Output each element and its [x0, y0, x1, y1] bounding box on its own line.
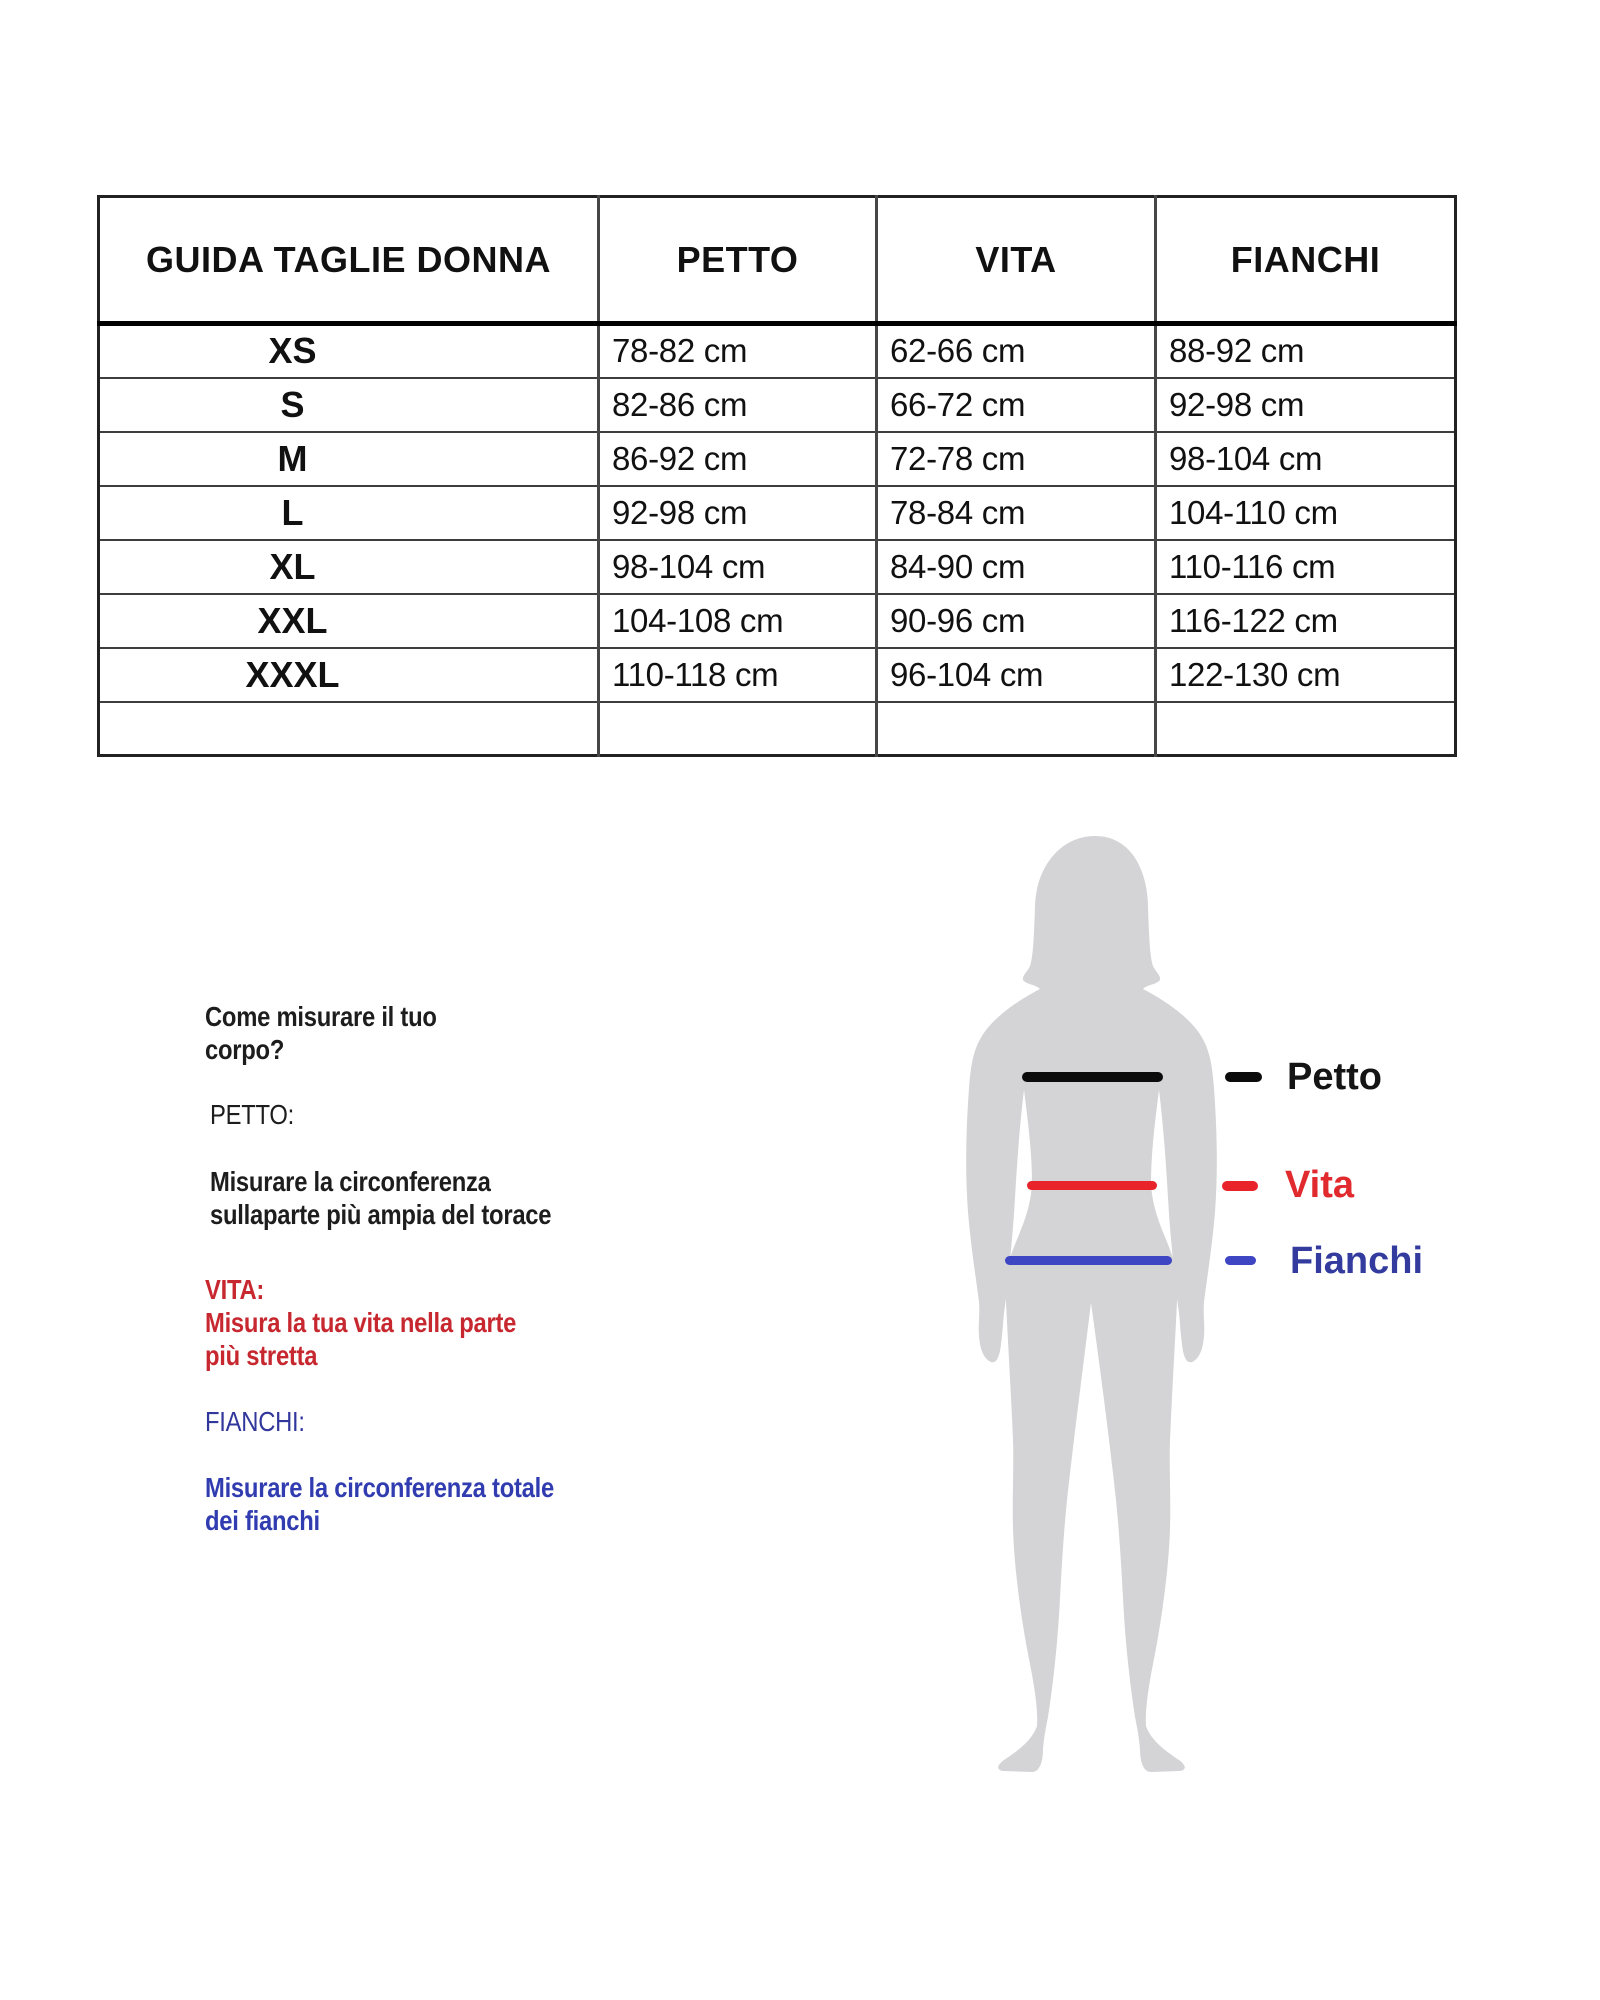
vita-value: 96-104 cm — [877, 648, 1156, 702]
fianchi-value: 104-110 cm — [1156, 486, 1456, 540]
table-row — [99, 486, 1456, 540]
vita-instruction-line-2: più stretta — [205, 1340, 318, 1371]
fianchi-value: 122-130 cm — [1156, 648, 1456, 702]
size-label: L — [99, 486, 599, 540]
petto-value: 82-86 cm — [599, 378, 877, 432]
table-header-row — [99, 197, 1456, 324]
petto-legend-label: Petto — [1287, 1056, 1382, 1098]
petto-value: 78-82 cm — [599, 324, 877, 378]
petto-instruction-line-2: sullaparte più ampia del torace — [210, 1199, 552, 1230]
table-header-title: GUIDA TAGLIE DONNA — [99, 197, 599, 324]
size-label: S — [99, 378, 599, 432]
fianchi-value: 92-98 cm — [1156, 378, 1456, 432]
table-row — [99, 594, 1456, 648]
petto-instruction — [210, 1165, 551, 1231]
size-label: XL — [99, 540, 599, 594]
petto-measure-line — [1022, 1072, 1163, 1082]
table-row — [99, 324, 1456, 378]
petto-value: 92-98 cm — [599, 486, 877, 540]
table-header-vita: VITA — [877, 197, 1156, 324]
table-row — [99, 432, 1456, 486]
fianchi-value: 98-104 cm — [1156, 432, 1456, 486]
petto-value — [599, 702, 877, 756]
table-row-empty — [99, 702, 1456, 756]
fianchi-value — [1156, 702, 1456, 756]
size-label: XXXL — [99, 648, 599, 702]
vita-value: 84-90 cm — [877, 540, 1156, 594]
petto-heading: PETTO: — [210, 1099, 294, 1130]
petto-instruction-line-1: Misurare la circonferenza — [210, 1166, 491, 1197]
fianchi-measure-line — [1005, 1256, 1172, 1265]
body-silhouette — [940, 820, 1240, 1790]
fianchi-value: 88-92 cm — [1156, 324, 1456, 378]
vita-legend-label: Vita — [1285, 1164, 1355, 1206]
table-header-petto: PETTO — [599, 197, 877, 324]
petto-value: 110-118 cm — [599, 648, 877, 702]
fianchi-legend-dash — [1225, 1256, 1256, 1265]
vita-legend-dash — [1222, 1181, 1258, 1191]
size-label — [99, 702, 599, 756]
fianchi-heading: FIANCHI: — [205, 1406, 305, 1437]
vita-measure-line — [1027, 1181, 1157, 1190]
fianchi-legend-label: Fianchi — [1290, 1240, 1424, 1282]
silhouette-shape — [966, 836, 1217, 1772]
intro-line-2: corpo? — [205, 1034, 285, 1065]
petto-legend-dash — [1225, 1072, 1262, 1082]
table-header-fianchi: FIANCHI — [1156, 197, 1456, 324]
table-row — [99, 378, 1456, 432]
vita-value: 62-66 cm — [877, 324, 1156, 378]
petto-value: 104-108 cm — [599, 594, 877, 648]
vita-value: 72-78 cm — [877, 432, 1156, 486]
vita-value: 90-96 cm — [877, 594, 1156, 648]
vita-value: 66-72 cm — [877, 378, 1156, 432]
petto-value: 86-92 cm — [599, 432, 877, 486]
intro-question — [205, 1000, 437, 1066]
petto-value: 98-104 cm — [599, 540, 877, 594]
size-label: XXL — [99, 594, 599, 648]
fianchi-instruction — [205, 1471, 554, 1537]
fianchi-value: 110-116 cm — [1156, 540, 1456, 594]
vita-value — [877, 702, 1156, 756]
vita-value: 78-84 cm — [877, 486, 1156, 540]
size-label: M — [99, 432, 599, 486]
size-guide-table — [97, 195, 1457, 757]
vita-instruction-line-1: Misura la tua vita nella parte — [205, 1307, 517, 1338]
size-label: XS — [268, 330, 317, 372]
fianchi-value: 116-122 cm — [1156, 594, 1456, 648]
table-row — [99, 540, 1456, 594]
table-row — [99, 648, 1456, 702]
intro-line-1: Come misurare il tuo — [205, 1001, 437, 1032]
fianchi-instruction-line-2: dei fianchi — [205, 1505, 320, 1536]
vita-instruction — [205, 1273, 516, 1372]
fianchi-instruction-line-1: Misurare la circonferenza totale — [205, 1472, 554, 1503]
vita-heading: VITA: — [205, 1274, 265, 1305]
